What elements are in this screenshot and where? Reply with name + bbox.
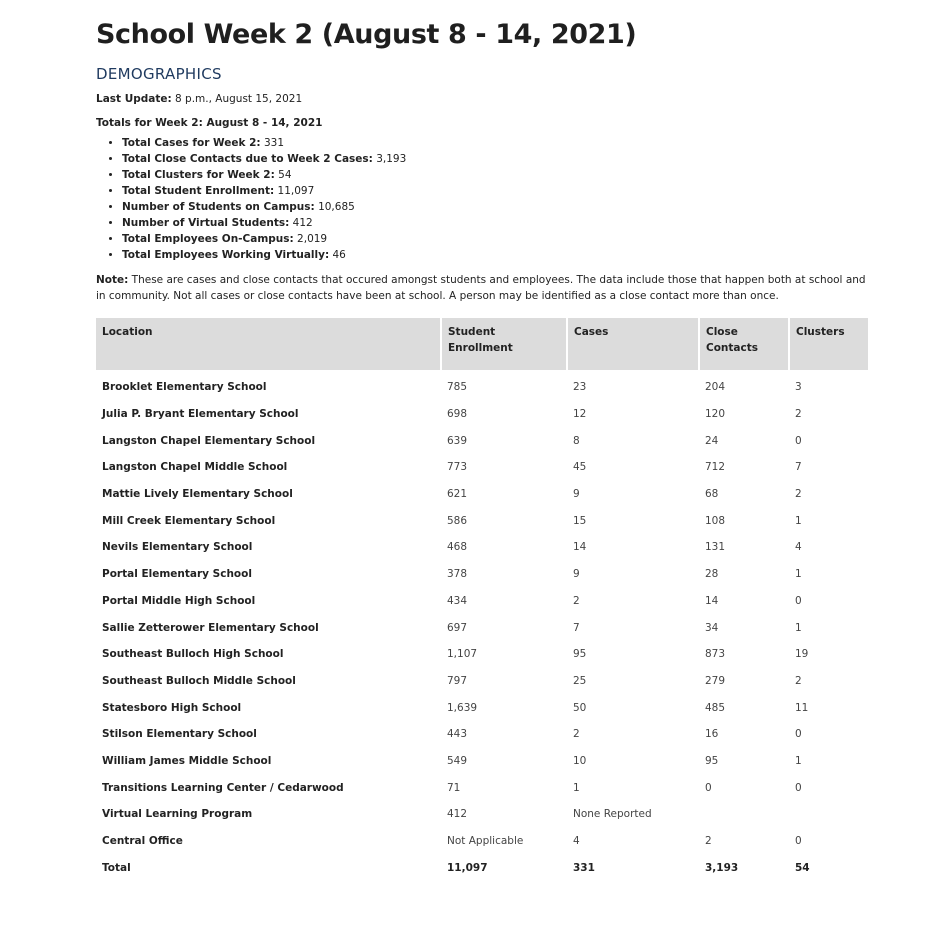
cell-close-contacts: 279 — [705, 674, 726, 687]
cell-cases: 10 — [573, 754, 587, 767]
cell-location: Mill Creek Elementary School — [102, 514, 276, 527]
stat-value: 10,685 — [314, 201, 355, 213]
cell-location: Southeast Bulloch High School — [102, 648, 284, 661]
cell-student-enrollment: 1,639 — [447, 701, 478, 714]
cell-close-contacts: 34 — [705, 621, 719, 634]
stat-item — [122, 199, 868, 215]
cell-student-enrollment: 443 — [447, 728, 468, 741]
cell-close-contacts: 68 — [705, 488, 719, 501]
cell-student-enrollment: 773 — [447, 461, 468, 474]
cell-close-contacts: 873 — [705, 648, 726, 661]
table-row — [96, 828, 868, 855]
cell-cases: 2 — [573, 728, 580, 741]
table-row — [96, 614, 868, 641]
cell-location: Southeast Bulloch Middle School — [102, 674, 296, 687]
cell-close-contacts — [699, 801, 789, 828]
cell-cases: 25 — [573, 674, 587, 687]
cell-location: Brooklet Elementary School — [102, 381, 267, 394]
cell-student-enrollment: 1,107 — [447, 648, 478, 661]
cell-clusters: 0 — [795, 594, 802, 607]
table-row — [96, 454, 868, 481]
cell-close-contacts: 95 — [705, 754, 719, 767]
cell-close-contacts: 120 — [705, 408, 726, 421]
table-row — [96, 401, 868, 428]
last-update-label: Last Update: — [96, 93, 172, 105]
cell-cases: 15 — [573, 514, 587, 527]
note-label: Note: — [96, 274, 129, 286]
cell-student-enrollment: 698 — [447, 408, 468, 421]
stat-value: 3,193 — [372, 153, 407, 165]
table-header-row — [96, 318, 868, 370]
table-total-row — [96, 854, 868, 881]
table-row — [96, 748, 868, 775]
header-clusters: Clusters — [789, 318, 868, 370]
cell-cases: 95 — [573, 648, 587, 661]
cell-cases: 8 — [573, 434, 580, 447]
cell-location: Portal Middle High School — [102, 594, 256, 607]
cell-clusters: 1 — [795, 621, 802, 634]
cell-clusters: 4 — [795, 541, 802, 554]
note — [96, 272, 868, 304]
cell-student-enrollment: 549 — [447, 754, 468, 767]
cell-student-enrollment: 412 — [447, 808, 468, 821]
cell-clusters: 3 — [795, 381, 802, 394]
table-body — [96, 370, 868, 881]
cell-clusters: 1 — [795, 754, 802, 767]
header-student-enrollment: Student Enrollment — [441, 318, 567, 370]
table-row — [96, 801, 868, 828]
cell-student-enrollment: 785 — [447, 381, 468, 394]
cell-close-contacts: 204 — [705, 381, 726, 394]
stat-item — [122, 215, 868, 231]
cell-location: Langston Chapel Elementary School — [102, 434, 316, 447]
cell-student-enrollment: 639 — [447, 434, 468, 447]
table-row — [96, 427, 868, 454]
table-row — [96, 641, 868, 668]
stat-value: 54 — [274, 169, 292, 181]
cell-student-enrollment: 621 — [447, 488, 468, 501]
table-row — [96, 561, 868, 588]
cell-cases: 45 — [573, 461, 587, 474]
page-title: School Week 2 (August 8 - 14, 2021) — [96, 19, 637, 50]
cell-location: Virtual Learning Program — [102, 808, 253, 821]
cell-cases: 7 — [573, 621, 580, 634]
table-row — [96, 370, 868, 401]
cell-close-contacts: 24 — [705, 434, 719, 447]
cell-location: William James Middle School — [102, 754, 272, 767]
table-row — [96, 534, 868, 561]
cell-location: Central Office — [102, 835, 183, 848]
cell-clusters: 19 — [795, 648, 809, 661]
cell-clusters — [789, 801, 868, 828]
stat-item — [122, 247, 868, 263]
total-cell-cases: 331 — [573, 861, 595, 874]
cell-close-contacts: 16 — [705, 728, 719, 741]
cell-close-contacts: 28 — [705, 568, 719, 581]
cell-close-contacts: 712 — [705, 461, 726, 474]
cell-clusters: 0 — [795, 835, 802, 848]
cell-location: Transitions Learning Center / Cedarwood — [102, 781, 344, 794]
stat-label: Total Close Contacts due to Week 2 Cases: — [122, 153, 373, 165]
cell-clusters: 2 — [795, 488, 802, 501]
stat-item — [122, 167, 868, 183]
cell-location: Portal Elementary School — [102, 568, 252, 581]
cell-student-enrollment: Not Applicable — [447, 835, 524, 848]
stat-label: Number of Virtual Students: — [122, 217, 290, 229]
cell-cases: None Reported — [573, 808, 652, 821]
cell-cases: 12 — [573, 408, 587, 421]
cell-clusters: 0 — [795, 728, 802, 741]
cell-location: Mattie Lively Elementary School — [102, 488, 293, 501]
cell-clusters: 7 — [795, 461, 802, 474]
stat-label: Total Clusters for Week 2: — [122, 169, 275, 181]
cell-cases: 14 — [573, 541, 587, 554]
cell-clusters: 11 — [795, 701, 809, 714]
cell-location: Julia P. Bryant Elementary School — [102, 408, 299, 421]
cell-student-enrollment: 697 — [447, 621, 468, 634]
stats-list — [96, 135, 868, 263]
cell-cases: 50 — [573, 701, 587, 714]
stat-label: Total Employees Working Virtually: — [122, 249, 330, 261]
cell-close-contacts: 0 — [705, 781, 712, 794]
cell-clusters: 1 — [795, 514, 802, 527]
cell-student-enrollment: 378 — [447, 568, 468, 581]
stat-label: Total Cases for Week 2: — [122, 137, 261, 149]
stat-item — [122, 151, 868, 167]
total-cell-student-enrollment: 11,097 — [447, 861, 488, 874]
cell-location: Stilson Elementary School — [102, 728, 257, 741]
table-row — [96, 588, 868, 615]
cell-student-enrollment: 797 — [447, 674, 468, 687]
table-row — [96, 694, 868, 721]
total-cell-clusters: 54 — [795, 861, 810, 874]
cell-close-contacts: 485 — [705, 701, 726, 714]
stat-value: 11,097 — [274, 185, 315, 197]
cases-table — [96, 318, 868, 881]
table-row — [96, 668, 868, 695]
totals-heading: Totals for Week 2: August 8 - 14, 2021 — [96, 117, 323, 129]
cell-cases: 4 — [573, 835, 580, 848]
header-location: Location — [96, 318, 441, 370]
table-row — [96, 721, 868, 748]
cell-clusters: 2 — [795, 408, 802, 421]
table-row — [96, 507, 868, 534]
cell-close-contacts: 131 — [705, 541, 726, 554]
cell-close-contacts: 108 — [705, 514, 726, 527]
stat-item — [122, 135, 868, 151]
stat-value: 331 — [260, 137, 285, 149]
stat-value: 412 — [289, 217, 313, 229]
stat-item — [122, 183, 868, 199]
section-heading: DEMOGRAPHICS — [96, 65, 222, 83]
stat-label: Total Student Enrollment: — [122, 185, 275, 197]
cell-cases: 23 — [573, 381, 587, 394]
cell-cases: 2 — [573, 594, 580, 607]
cell-location: Statesboro High School — [102, 701, 242, 714]
total-cell-close-contacts: 3,193 — [705, 861, 739, 874]
header-cases: Cases — [567, 318, 699, 370]
cell-location: Nevils Elementary School — [102, 541, 253, 554]
last-update — [96, 91, 868, 107]
cell-clusters: 1 — [795, 568, 802, 581]
cell-cases: 9 — [573, 568, 580, 581]
table-row — [96, 774, 868, 801]
stat-value: 2,019 — [293, 233, 328, 245]
cell-clusters: 0 — [795, 781, 802, 794]
cell-cases: 9 — [573, 488, 580, 501]
stat-label: Number of Students on Campus: — [122, 201, 315, 213]
stat-value: 46 — [329, 249, 346, 261]
cell-clusters: 0 — [795, 434, 802, 447]
table-row — [96, 481, 868, 508]
cell-student-enrollment: 586 — [447, 514, 468, 527]
stat-label: Total Employees On-Campus: — [122, 233, 294, 245]
total-cell-location: Total — [102, 861, 131, 874]
cell-location: Langston Chapel Middle School — [102, 461, 288, 474]
cell-clusters: 2 — [795, 674, 802, 687]
cell-student-enrollment: 434 — [447, 594, 468, 607]
page-content — [96, 16, 868, 881]
stat-item — [122, 231, 868, 247]
cell-cases: 1 — [573, 781, 580, 794]
cell-student-enrollment: 71 — [447, 781, 461, 794]
note-text: These are cases and close contacts that occured amongst students and employees. The data include those that happen both at school and in community. Not all cases or close contacts have been at school. A person may be identified as a close contact more than once. — [96, 274, 866, 302]
cell-location: Sallie Zetterower Elementary School — [102, 621, 319, 634]
cell-student-enrollment: 468 — [447, 541, 468, 554]
cell-close-contacts: 14 — [705, 594, 719, 607]
header-close-contacts: Close Contacts — [699, 318, 789, 370]
last-update-value: 8 p.m., August 15, 2021 — [171, 93, 303, 105]
cell-close-contacts: 2 — [705, 835, 712, 848]
